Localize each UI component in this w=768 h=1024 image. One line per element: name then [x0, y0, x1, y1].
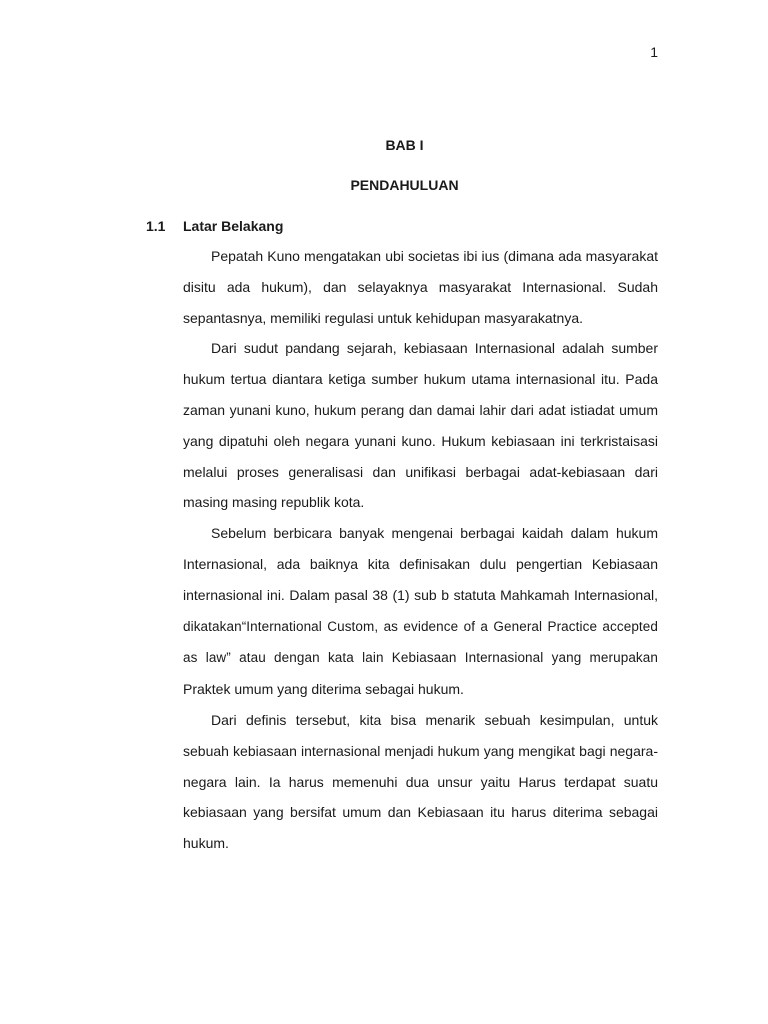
paragraph-3-lead: Sebelum berbicara banyak mengenai berbagai kaidah dalam hukum Internasional, ada baiknya kita definisakan dulu pengertian Kebiasaan internasional ini. Dalam pasal 38 (1) sub b statuta Mahkamah Internasional,: [183, 525, 658, 603]
section-heading: [146, 218, 283, 234]
body-text: [183, 241, 658, 859]
chapter-label: BAB I: [385, 137, 424, 153]
section-number: 1.1: [146, 218, 166, 234]
page-number: 1: [650, 44, 658, 60]
paragraph-3-tail: Praktek umum yang diterima sebagai hukum.: [183, 681, 464, 698]
paragraph-3: [183, 518, 658, 705]
paragraph-3-quote: dikatakan“International Custom, as evidence of a General Practice accepted as law” atau dengan kata lain Kebiasaan Internasional yang merupakan: [183, 618, 658, 666]
chapter-title: PENDAHULUAN: [350, 177, 459, 193]
paragraph-4: Dari definis tersebut, kita bisa menarik sebuah kesimpulan, untuk sebuah kebiasaan internasional menjadi hukum yang mengikat bagi negara-negara lain. Ia harus memenuhi dua unsur yaitu Harus terdapat suatu kebiasaan yang bersifat umum dan Kebiasaan itu harus diterima sebagai hukum.: [183, 711, 658, 852]
paragraph-2: Dari sudut pandang sejarah, kebiasaan Internasional adalah sumber hukum tertua diantara ketiga sumber hukum utama internasional itu. Pada zaman yunani kuno, hukum perang dan damai lahir dari adat istiadat umum yang dipatuhi oleh negara yunani kuno. Hukum kebiasaan ini terkristaisasi melalui proses generalisasi dan unifikasi berbagai adat-kebiasaan dari masing masing republik kota.: [183, 340, 658, 511]
paragraph-1: Pepatah Kuno mengatakan ubi societas ibi ius (dimana ada masyarakat disitu ada hukum), dan selayaknya masyarakat Internasional. Sudah sepantasnya, memiliki regulasi untuk kehidupan masyarakatnya.: [183, 248, 658, 326]
section-title: Latar Belakang: [183, 218, 284, 234]
